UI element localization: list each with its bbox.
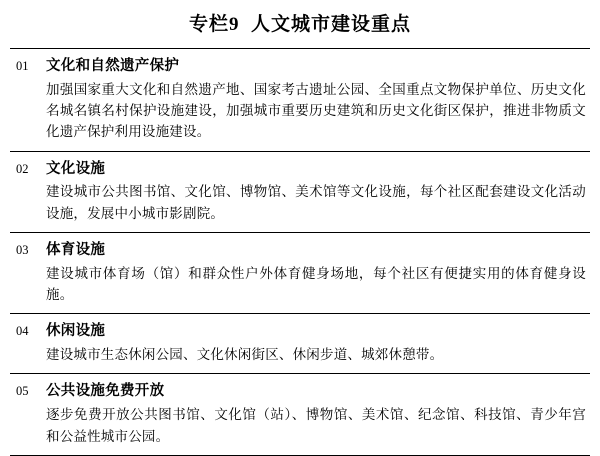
content-table (10, 48, 590, 456)
row-index: 03 (16, 242, 29, 257)
row-index: 01 (16, 58, 29, 73)
row-heading: 休闲设施 (46, 323, 106, 340)
title-label: 专栏 (188, 14, 229, 35)
row-content (46, 152, 590, 232)
row-body: 建设城市公共图书馆、文化馆、博物馆、美术馆等文化设施，每个社区配套建设文化活动设施，发展中小城市影剧院。 (46, 184, 586, 221)
row-body: 建设城市体育场（馆）和群众性户外体育健身场地，每个社区有便捷实用的体育健身设施。 (46, 265, 586, 303)
table-row (10, 233, 590, 314)
row-content (46, 374, 590, 454)
page-title (10, 0, 590, 48)
title-number: 9 (229, 14, 240, 35)
table-row (10, 314, 590, 374)
row-index: 04 (16, 324, 29, 339)
row-body: 建设城市生态休闲公园、文化休闲街区、休闲步道、城郊休憩带。 (46, 347, 444, 363)
row-content (46, 49, 590, 151)
row-content (46, 233, 590, 313)
row-heading: 文化设施 (46, 160, 106, 177)
table-row (10, 152, 590, 233)
row-heading: 文化和自然遗产保护 (46, 57, 180, 74)
row-body: 逐步免费开放公共图书馆、文化馆（站）、博物馆、美术馆、纪念馆、科技馆、青少年宫和公益性城市公园。 (46, 407, 586, 444)
row-content (46, 314, 590, 373)
row-body: 加强国家重大文化和自然遗产地、国家考古遗址公园、全国重点文物保护单位、历史文化名城名镇名村保护设施建设，加强城市重要历史建筑和历史文化街区保护，推进非物质文化遗产保护利用设施建设。 (46, 81, 586, 140)
table-row (10, 49, 590, 152)
row-index: 02 (16, 161, 29, 176)
row-index: 05 (16, 384, 29, 399)
row-heading: 体育设施 (46, 241, 106, 258)
title-subject: 人文城市建设重点 (251, 14, 412, 35)
row-heading: 公共设施免费开放 (46, 383, 165, 400)
table-row (10, 374, 590, 454)
